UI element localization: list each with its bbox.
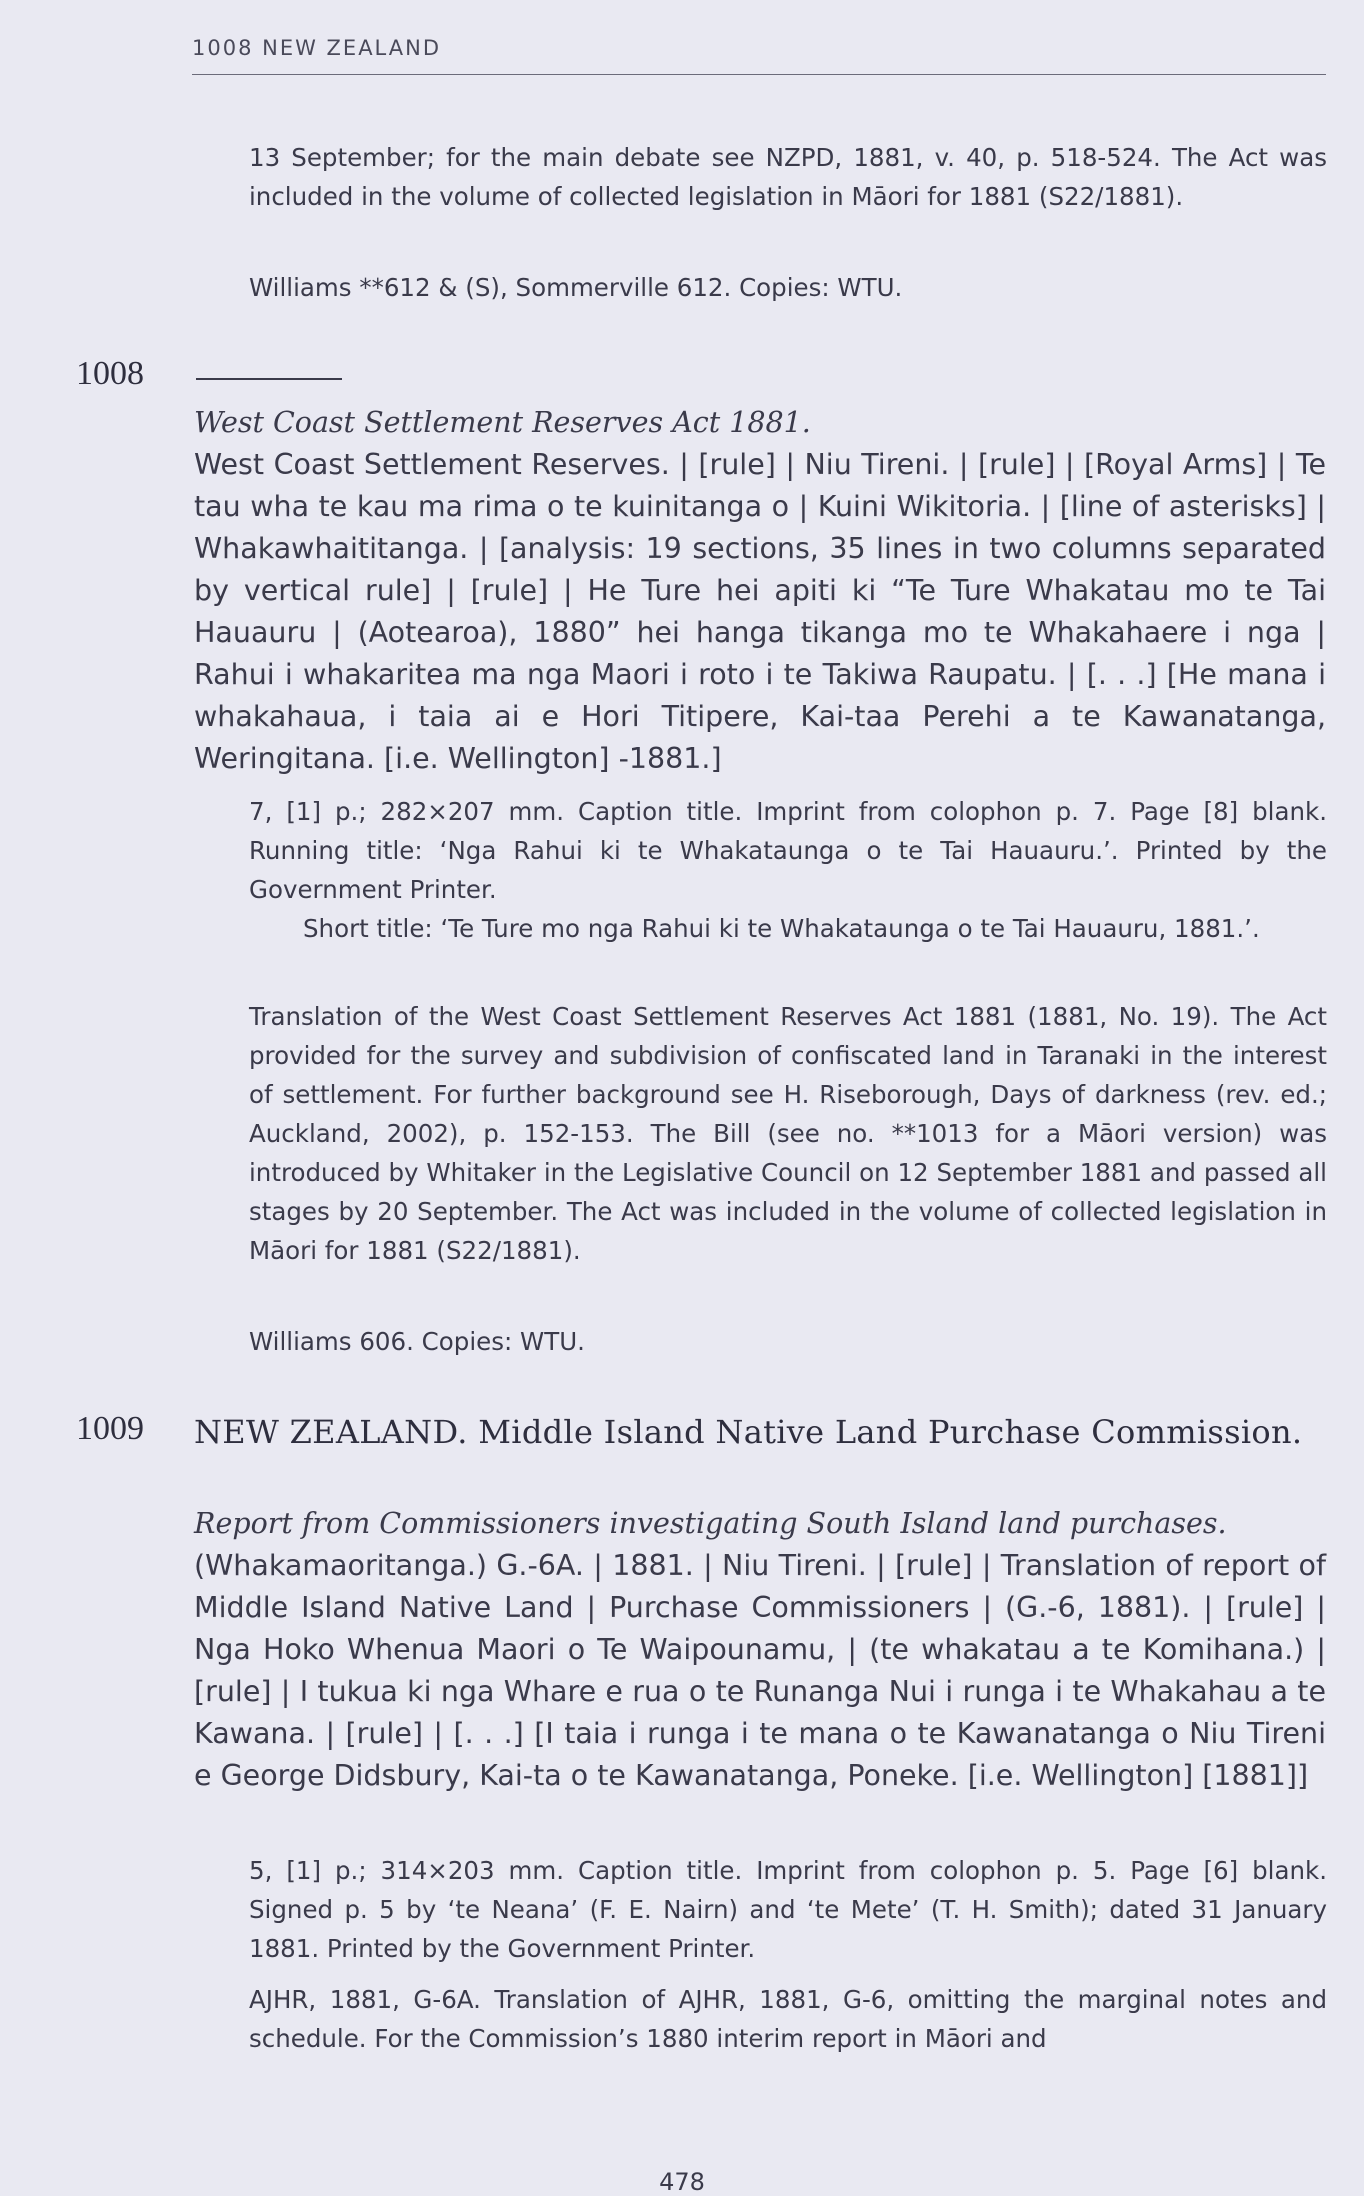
continuation-note xyxy=(249,138,1327,216)
entry-1008-collation xyxy=(249,792,1327,909)
entry-1009-note-text: AJHR, 1881, G-6A. Translation of AJHR, 1881, G-6, omitting the marginal notes and schedule. For the Commission’s 1880 interim report in Māori and xyxy=(249,1985,1327,2053)
entry-1009-note xyxy=(249,1980,1327,2058)
entry-1008-transcription: West Coast Settlement Reserves. | [rule] | Niu Tireni. | [rule] | [Royal Arms] | Te tau wha te kau ma rima o te kuinitanga o | Kuini Wikitoria. | [line of asterisks] | Whakawhaititanga. | [analysis: 19 sections, 35 lines in two columns separated by vertical rule] | [rule] | He Ture hei apiti ki “Te Ture Whakatau mo te Tai Hauauru | (Aotearoa), 1880” hei hanga tikanga mo te Whakahaere i nga | Rahui i whakaritea ma nga Maori i roto i te Takiwa Raupatu. | [. . .] [He mana i whakahaua, i taia ai e Hori Titipere, Kai-taa Perehi a te Kawanatanga, Weringitana. [i.e. Wellington] -1881.] xyxy=(194,448,1326,775)
continuation-refs-text: Williams **612 & (S), Sommerville 612. Copies: WTU. xyxy=(249,273,903,302)
continuation-refs xyxy=(249,268,1327,307)
entry-number-1008: 1008 xyxy=(76,355,144,392)
entry-1009-collation-text: 5, [1] p.; 314×203 mm. Caption title. Imprint from colophon p. 5. Page [6] blank. Signed p. 5 by ‘te Neana’ (F. E. Nairn) and ‘te Mete’ (T. H. Smith); dated 31 January 1881. Printed by the Government Printer. xyxy=(249,1856,1327,1963)
entry-1008-short-title xyxy=(249,909,1327,948)
entry-1008-note-text: Translation of the West Coast Settlement Reserves Act 1881 (1881, No. 19). The Act provided for the survey and subdivision of confiscated land in Taranaki in the interest of settlement. For further background see H. Riseborough, Days of darkness (rev. ed.; Auckland, 2002), p. 152-153. The Bill (see no. **1013 for a Māori version) was introduced by Whitaker in the Legislative Council on 12 September 1881 and passed all stages by 20 September. The Act was included in the volume of collected legislation in Māori for 1881 (S22/1881). xyxy=(249,1002,1327,1265)
entry-1008-refs-text: Williams 606. Copies: WTU. xyxy=(249,1327,585,1356)
running-head-rule xyxy=(192,74,1326,75)
running-head: 1008 NEW ZEALAND xyxy=(192,36,441,60)
continuation-text: 13 September; for the main debate see NZPD, 1881, v. 40, p. 518-524. The Act was included in the volume of collected legislation in Māori for 1881 (S22/1881). xyxy=(249,143,1327,211)
entry-1008-title: West Coast Settlement Reserves Act 1881. xyxy=(194,406,811,439)
entry-1008-note xyxy=(249,997,1327,1270)
entry-1008-refs xyxy=(249,1322,1327,1361)
author-dash xyxy=(196,378,342,380)
entry-1009-title-transcription xyxy=(194,1503,1326,1797)
entry-1008-short-title-text: Short title: ‘Te Ture mo nga Rahui ki te Whakataunga o te Tai Hauauru, 1881.’. xyxy=(303,914,1260,943)
entry-1008-title-transcription xyxy=(194,402,1326,780)
entry-1009-transcription: (Whakamaoritanga.) G.-6A. | 1881. | Niu Tireni. | [rule] | Translation of report of Middle Island Native Land | Purchase Commissioners | (G.-6, 1881). | [rule] | Nga Hoko Whenua Maori o Te Waipounamu, | (te whakatau a te Komihana.) | [rule] | I tukua ki nga Whare e rua o te Runanga Nui i runga i te Whakahau a te Kawana. | [rule] | [. . .] [I taia i runga i te mana o te Kawanatanga o Niu Tireni e George Didsbury, Kai-ta o te Kawanatanga, Poneke. [i.e. Wellington] [1881]] xyxy=(194,1549,1326,1792)
entry-1008-collation-text: 7, [1] p.; 282×207 mm. Caption title. Imprint from colophon p. 7. Page [8] blank. Running title: ‘Nga Rahui ki te Whakataunga o te Tai Hauauru.’. Printed by the Government Printer. xyxy=(249,797,1327,904)
entry-number-1009: 1009 xyxy=(76,1410,144,1447)
entry-1009-heading: NEW ZEALAND. Middle Island Native Land Purchase Commission. xyxy=(194,1413,1303,1451)
page-number: 478 xyxy=(659,2168,705,2196)
entry-1009-collation xyxy=(249,1851,1327,1968)
entry-1009-title: Report from Commissioners investigating South Island land purchases. xyxy=(194,1507,1227,1540)
